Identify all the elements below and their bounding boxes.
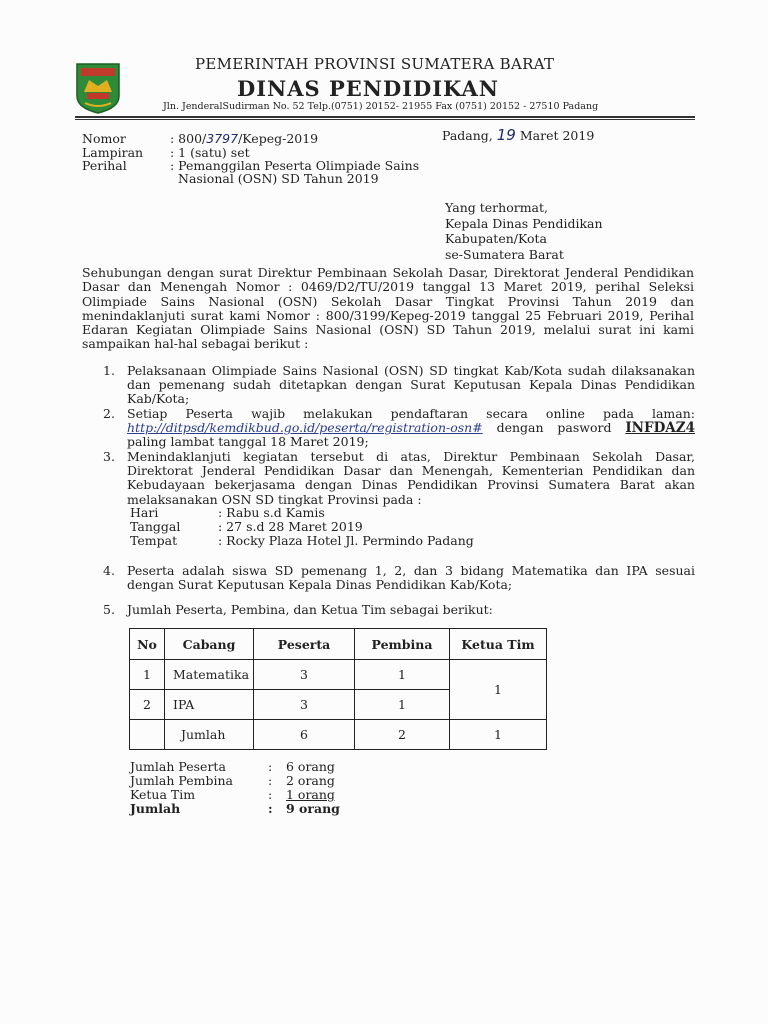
summary-row: Jumlah Pembina : 2 orang bbox=[130, 773, 335, 788]
table-total-row: Jumlah 6 2 1 bbox=[130, 720, 547, 750]
summary-row: Jumlah Peserta : 6 orang bbox=[130, 759, 335, 774]
lampiran-label: Lampiran bbox=[82, 145, 144, 160]
table-header-row: No Cabang Peserta Pembina Ketua Tim bbox=[130, 629, 547, 660]
document-page: PEMERINTAH PROVINSI SUMATERA BARAT DINAS PENDIDIKAN Jln. JenderalSudirman No. 52 Telp.(0751) 20152- 21955 Fax (0751) 20152 - 27510 Padang Nomor : 800/3797/Kepeg-2019 Lampiran : 1 (satu) set Perihal : Pemanggilan Peserta Olimpiade Sains Nasional (OSN) SD Tahun 2019 Padang, 19 Maret 2019 Yang terhormat, Kepala Dinas Pendidikan Kabupaten/Kota se-Sumatera Barat Sehubungan dengan surat Direktur Pembinaan Sekolah Dasar, Direktorat Jenderal Pendidikan Dasar dan Menengah Nomor : 0469/D2/TU/2019 tanggal 13 Maret 2019, perihal Seleksi Olimpiade Sains Nasional (OSN) Sekolah Dasar Tingkat Provinsi Tahun 2019 dan menindaklanjuti surat kami Nomor : 800/3199/Kepeg-2019 tanggal 25 Februari 2019, Perihal Edaran Kegiatan Olimpiade Sains Nasional (OSN) SD Tahun 2019, melalui surat ini kami sampaikan hal-hal sebagai berikut : 1. Pelaksanaan Olimpiade Sains Nasional (OSN) SD tingkat Kab/Kota sudah dilaksanakan dan pemenang sudah ditetapkan dengan Surat Keputusan Kepala Dinas Pendidikan Kab/Kota; 2. Setiap Peserta wajib melakukan pendaftaran secara online pada laman: http://ditpsd/kemdikbud.go.id/peserta/registration-osn# dengan pasword INFDAZ4 paling lambat tanggal 18 Maret 2019; 3. Menindaklanjuti kegiatan tersebut di atas, Direktur Pembinaan Sekolah Dasar, Direktorat Jenderal Pendidikan Dasar dan Menengah, Kementerian Pendidikan dan Kebudayaan bekerjasama dengan Dinas Pendidikan Provinsi Sumatera Barat akan melaksanakan OSN SD tingkat Provinsi pada : 4. Peserta adalah siswa SD pemenang 1, 2, dan 3 bidang Matematika dan IPA sesuai dengan Surat Keputusan Kepala Dinas Pendidikan Kab/Kota; 5. Jumlah Peserta, Pembina, dan Ketua Tim sebagai berikut: Hari : Rabu s.d Kamis Tanggal : 27 s.d 28 Maret 2019 Tempat : Rocky Plaza Hotel Jl. Permindo Padang No Cabang Peserta Pembina Ketua Tim 1 Matematika 3 1 1 2 IPA 3 1 Jumlah 6 2 1 Jumlah Peserta : 6 orang Jumlah Pembina : 2 orang Ketua Tim : 1 orang Jumlah : 9 orang bbox=[0, 0, 768, 1024]
nomor-label: Nomor bbox=[82, 131, 126, 146]
agency-address: Jln. JenderalSudirman No. 52 Telp.(0751) 20152- 21955 Fax (0751) 20152 - 27510 Padang bbox=[163, 101, 599, 112]
letter-date: Padang, 19 Maret 2019 bbox=[442, 126, 595, 144]
recipient-block: Yang terhormat, Kepala Dinas Pendidikan Kabupaten/Kota se-Sumatera Barat bbox=[445, 200, 603, 262]
province-emblem-icon bbox=[75, 62, 121, 114]
opening-paragraph: Sehubungan dengan surat Direktur Pembinaan Sekolah Dasar, Direktorat Jenderal Pendidikan Dasar dan Menengah Nomor : 0469/D2/TU/2019 tanggal 13 Maret 2019, perihal Seleksi Olimpiade Sains Nasional (OSN) Sekolah Dasar Tingkat Provinsi Tahun 2019 dan menindaklanjuti surat kami Nomor : 800/3199/Kepeg-2019 tanggal 25 Februari 2019, Perihal Edaran Kegiatan Olimpiade Sains Nasional (OSN) SD Tahun 2019, melalui surat ini kami sampaikan hal-hal sebagai berikut : bbox=[82, 265, 694, 352]
summary-row: Ketua Tim : 1 orang bbox=[130, 787, 335, 802]
nomor-row: Nomor : 800/3797/Kepeg-2019 bbox=[82, 131, 319, 146]
government-name: PEMERINTAH PROVINSI SUMATERA BARAT bbox=[195, 55, 555, 73]
header-divider bbox=[75, 116, 695, 118]
summary-block bbox=[130, 760, 340, 816]
agency-name: DINAS PENDIDIKAN bbox=[237, 76, 499, 101]
nomor-handwritten: 3797 bbox=[206, 131, 239, 146]
schedule-row: Tanggal : 27 s.d 28 Maret 2019 bbox=[130, 519, 363, 534]
perihal-line2: Nasional (OSN) SD Tahun 2019 bbox=[178, 171, 379, 186]
registration-link[interactable]: http://ditpsd/kemdikbud.go.id/peserta/registration-osn# bbox=[127, 420, 483, 436]
header-divider-thin bbox=[75, 119, 695, 120]
table-row: 2 IPA 3 1 bbox=[130, 690, 547, 720]
ketua-tim-cell: 1 bbox=[450, 660, 547, 720]
perihal-label: Perihal bbox=[82, 158, 127, 173]
lampiran-value: : 1 (satu) set bbox=[170, 145, 250, 160]
participants-table bbox=[129, 628, 547, 750]
summary-total-row: Jumlah : 9 orang bbox=[130, 801, 340, 816]
event-schedule bbox=[130, 506, 474, 548]
schedule-row: Hari : Rabu s.d Kamis bbox=[130, 505, 325, 520]
table-row: 1 Matematika 3 1 1 bbox=[130, 660, 547, 690]
schedule-row: Tempat : Rocky Plaza Hotel Jl. Permindo Padang bbox=[130, 533, 474, 548]
date-handwritten: 19 bbox=[496, 126, 516, 144]
perihal-value: : Pemanggilan Peserta Olimpiade Sains bbox=[170, 158, 420, 173]
password-text: INFDAZ4 bbox=[625, 420, 695, 437]
